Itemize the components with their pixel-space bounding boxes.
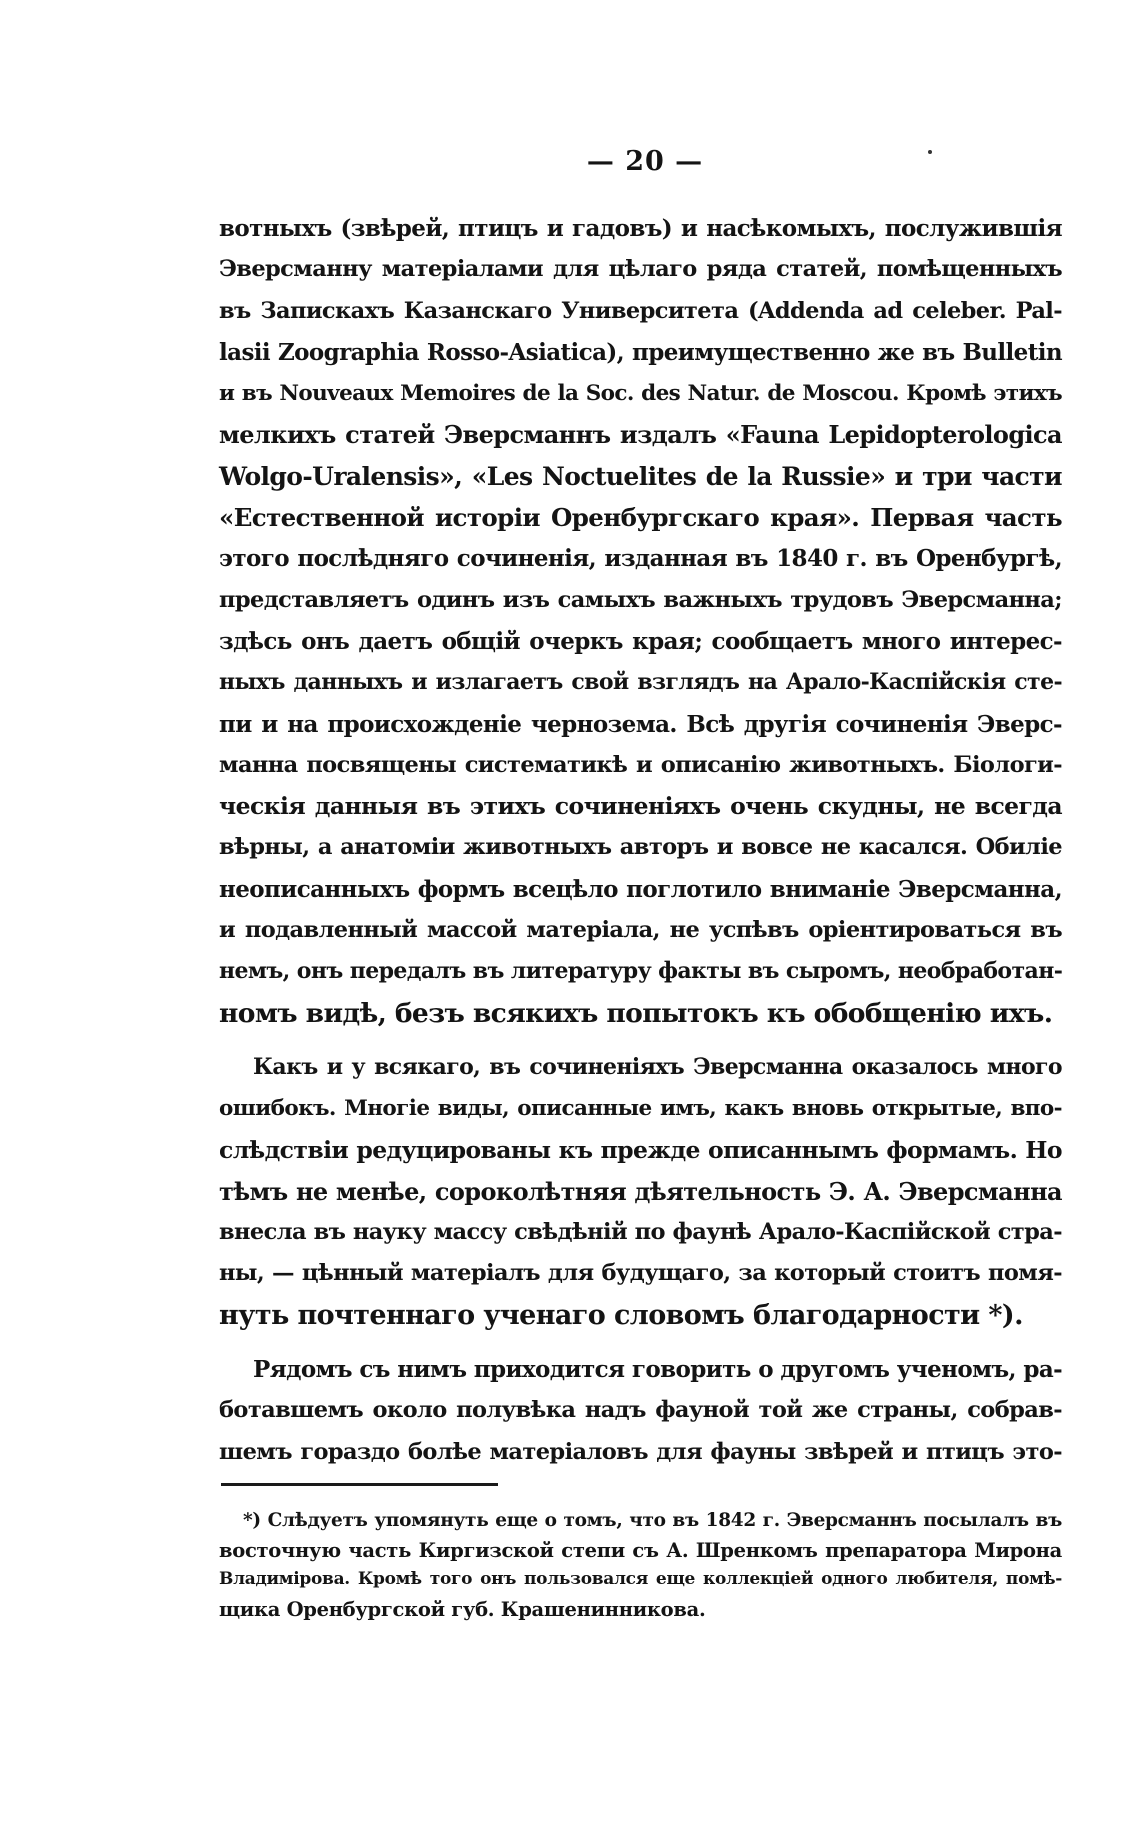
print-speck — [928, 150, 932, 154]
text-line: Какъ и у всякаго, въ сочиненіяхъ Эверсманна оказалось много — [253, 1053, 1062, 1080]
text-line: вотныхъ (звѣрей, птицъ и гадовъ) и насѣкомыхъ, послужившія — [219, 215, 1062, 242]
text-line: «Естественной исторіи Оренбургскаго края». Первая часть — [219, 503, 1062, 533]
main-text — [219, 208, 1062, 1473]
text-line: манна посвящены систематикѣ и описанію животныхъ. Біологи- — [219, 751, 1062, 778]
text-line: шемъ гораздо болѣе матеріаловъ для фауны звѣрей и птицъ это- — [219, 1438, 1062, 1465]
paragraph-2 — [219, 1047, 1062, 1336]
footnote — [219, 1506, 1062, 1624]
text-line: Эверсманну матеріалами для цѣлаго ряда статей, помѣщенныхъ — [219, 256, 1062, 283]
text-line: ошибокъ. Многіе виды, описанные имъ, какъ вновь открытые, впо- — [219, 1096, 1062, 1122]
text-line: lasii Zoographia Rosso-Asiatica), преимущественно же въ Bulletin — [219, 338, 1062, 366]
text-line: въ Запискахъ Казанскаго Университета (Addenda ad celeber. Pal- — [219, 297, 1062, 324]
text-line: вѣрны, а анатоміи животныхъ авторъ и вовсе не касался. Обиліе — [219, 834, 1062, 861]
text-line: нуть почтеннаго ученаго словомъ благодарности *). — [219, 1299, 1023, 1331]
text-line: здѣсь онъ даетъ общій очеркъ края; сообщаетъ много интерес- — [219, 627, 1062, 655]
text-line: пи и на происхожденіе чернозема. Всѣ другія сочиненія Эверс- — [219, 710, 1062, 738]
footnote-line: восточную часть Киргизской степи съ А. Шренкомъ препаратора Мирона — [219, 1538, 1062, 1562]
text-line: слѣдствіи редуцированы къ прежде описаннымъ формамъ. Но — [219, 1135, 1062, 1164]
footnote-line: щика Оренбургской губ. Крашенинникова. — [219, 1597, 706, 1621]
text-line: ныхъ данныхъ и излагаетъ свой взглядъ на Арало-Каспійскія сте- — [219, 669, 1062, 696]
page-number: — 20 — — [586, 146, 704, 177]
text-line: немъ, онъ передалъ въ литературу факты въ сыромъ, необработан- — [219, 958, 1063, 985]
text-line: ческія данныя въ этихъ сочиненіяхъ очень скудны, не всегда — [219, 792, 1062, 821]
text-line: тѣмъ не менѣе, сороколѣтняя дѣятельность Э. А. Эверсманна — [219, 1176, 1062, 1206]
text-line: неописанныхъ формъ всецѣло поглотило вниманіе Эверсманна, — [219, 875, 1062, 903]
paragraph-3 — [219, 1349, 1062, 1473]
footnote-line: *) Слѣдуетъ упомянуть еще о томъ, что въ 1842 г. Эверсманнъ посылалъ въ — [243, 1510, 1062, 1531]
text-line: Рядомъ съ нимъ приходится говорить о другомъ ученомъ, ра- — [253, 1356, 1063, 1384]
text-line: этого послѣдняго сочиненія, изданная въ 1840 г. въ Оренбургѣ, — [219, 545, 1062, 573]
paragraph-1 — [219, 208, 1062, 1034]
text-line: и въ Nouveaux Memoires de la Soc. des Natur. de Moscou. Кромѣ этихъ — [219, 381, 1062, 407]
text-line: и подавленный массой матеріала, не успѣвъ оріентироваться въ — [219, 917, 1062, 944]
text-line: Wolgo-Uralensis», «Les Noctuelites de la Russie» и три части — [219, 461, 1062, 491]
text-line: представляетъ одинъ изъ самыхъ важныхъ трудовъ Эверсманна; — [219, 586, 1062, 613]
text-line: ны, — цѣнный матеріалъ для будущаго, за который стоитъ помя- — [219, 1260, 1062, 1287]
text-line: ботавшемъ около полувѣка надъ фауной той же страны, собрав- — [219, 1397, 1062, 1424]
text-line: номъ видѣ, безъ всякихъ попытокъ къ обобщенію ихъ. — [219, 997, 1053, 1029]
text-line: мелкихъ статей Эверсманнъ издалъ «Fauna Lepidopterologica — [219, 420, 1062, 450]
footnote-divider — [221, 1483, 498, 1486]
footnote-line: Владимірова. Кромѣ того онъ пользовался еще коллекціей одного любителя, помѣ- — [219, 1569, 1062, 1589]
text-line: внесла въ науку массу свѣдѣній по фаунѣ Арало-Каспійской стра- — [219, 1219, 1062, 1246]
